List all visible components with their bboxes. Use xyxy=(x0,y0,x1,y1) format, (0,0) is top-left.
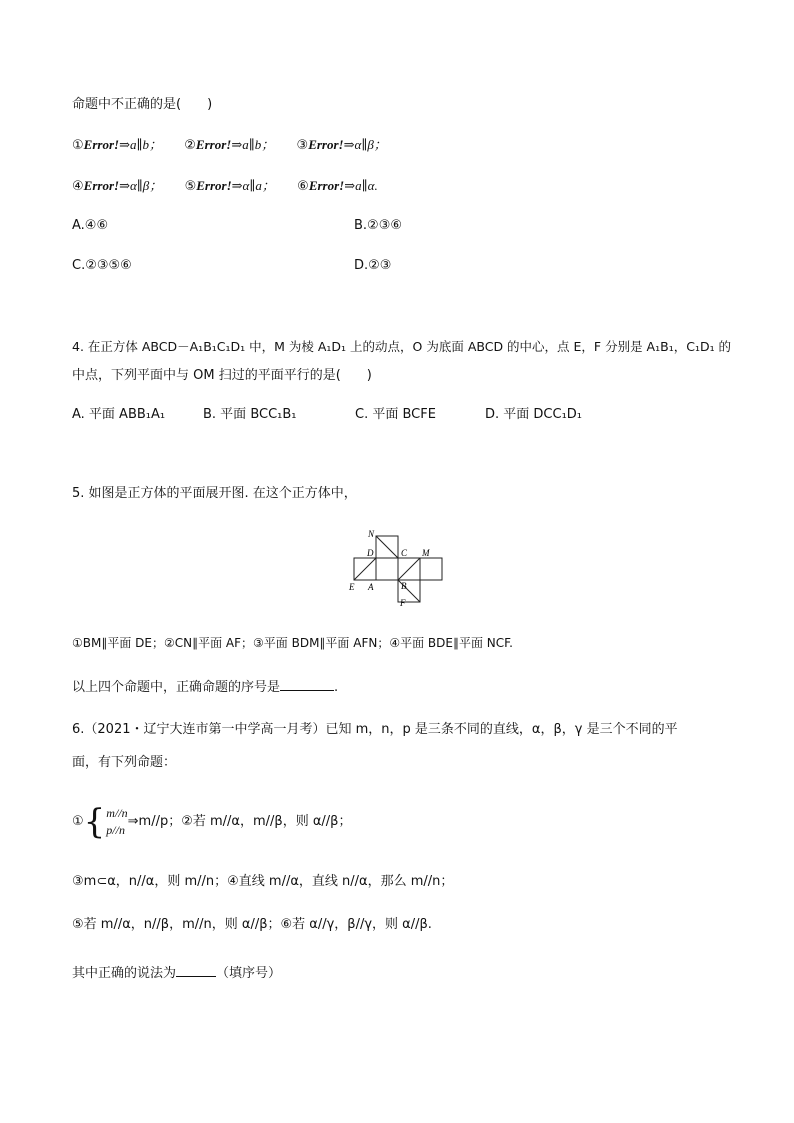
error-marker: Error! xyxy=(195,137,232,152)
q4-stem-line1: 4. 在正方体 ABCD－A₁B₁C₁D₁ 中，M 为棱 A₁D₁ 上的动点，O 为底面 ABCD 的中心，点 E，F 分别是 A₁B₁，C₁D₁ 的 xyxy=(72,339,732,354)
label-D: D xyxy=(367,548,374,558)
q4-stem-line2: 中点，下列平面中与 OM 扫过的平面平行的是( ) xyxy=(72,368,372,383)
q3-option-b[interactable]: B.②③⑥ xyxy=(354,218,403,233)
error-marker: Error! xyxy=(308,178,345,193)
net-square xyxy=(376,558,398,580)
q3-option-c[interactable]: C.②③⑤⑥ xyxy=(72,258,132,273)
cube-net-figure xyxy=(340,526,450,610)
brace-icon: { xyxy=(83,801,106,842)
error-marker: Error! xyxy=(83,178,120,193)
error-marker: Error! xyxy=(83,137,120,152)
q5-statements: ①BM∥平面 DE；②CN∥平面 AF；③平面 BDM∥平面 AFN；④平面 BDE∥平面 NCF. xyxy=(72,636,513,650)
equation-system: { m//n p//n xyxy=(83,801,128,842)
q4-option-a[interactable]: A. 平面 ABB₁A₁ xyxy=(72,407,166,422)
label-F: F xyxy=(400,598,406,608)
label-N: N xyxy=(368,529,375,539)
label-M: M xyxy=(422,548,430,558)
q6-line4: ⑤若 m//α，n//β，m//n，则 α//β；⑥若 α//γ，β//γ，则 α//β. xyxy=(72,917,432,932)
answer-blank[interactable] xyxy=(280,676,334,691)
q6-line3: ③m⊂α，n//α，则 m//n；④直线 m//α，直线 n//α，那么 m//n； xyxy=(72,874,454,889)
label-C: C xyxy=(401,548,408,558)
q6-question: 其中正确的说法为 （填序号） xyxy=(72,962,281,983)
q5-question: 以上四个命题中，正确命题的序号是 . xyxy=(72,676,338,697)
q6-stem-line1: 6.（2021・辽宁大连市第一中学高一月考）已知 m，n，p 是三条不同的直线，α，β，γ 是三个不同的平 xyxy=(72,722,678,737)
q3-option-d[interactable]: D.②③ xyxy=(354,258,392,273)
error-marker: Error! xyxy=(196,178,232,193)
q4-option-c[interactable]: C. 平面 BCFE xyxy=(355,407,436,422)
diagonal-line xyxy=(376,536,398,558)
net-square xyxy=(420,558,442,580)
q4-option-b[interactable]: B. 平面 BCC₁B₁ xyxy=(203,407,297,422)
label-A: A xyxy=(368,582,374,592)
label-E: E xyxy=(349,582,355,592)
answer-blank[interactable] xyxy=(176,962,216,977)
q5-stem: 5. 如图是正方体的平面展开图. 在这个正方体中， xyxy=(72,486,357,501)
q4-option-d[interactable]: D. 平面 DCC₁D₁ xyxy=(485,407,583,422)
q6-item1-line: ① { m//n p//n ⇒m//p；②若 m//α，m//β，则 α//β； xyxy=(72,801,352,842)
q3-option-a[interactable]: A.④⑥ xyxy=(72,218,109,233)
error-marker: Error! xyxy=(308,137,344,152)
label-B: B xyxy=(401,581,407,591)
diagonal-line xyxy=(354,558,376,580)
q6-stem-line2: 面，有下列命题： xyxy=(72,755,177,770)
q3-statements-row1: ①Error!⇒a∥b； ②Error!⇒a∥b； ③Error!⇒α∥β； xyxy=(72,137,387,153)
diagonal-line xyxy=(398,558,420,580)
q3-statements-row2: ④Error!⇒α∥β； ⑤Error!⇒α∥a； ⑥Error!⇒a∥α. xyxy=(72,178,378,194)
q3-stem: 命题中不正确的是( ) xyxy=(72,97,213,112)
